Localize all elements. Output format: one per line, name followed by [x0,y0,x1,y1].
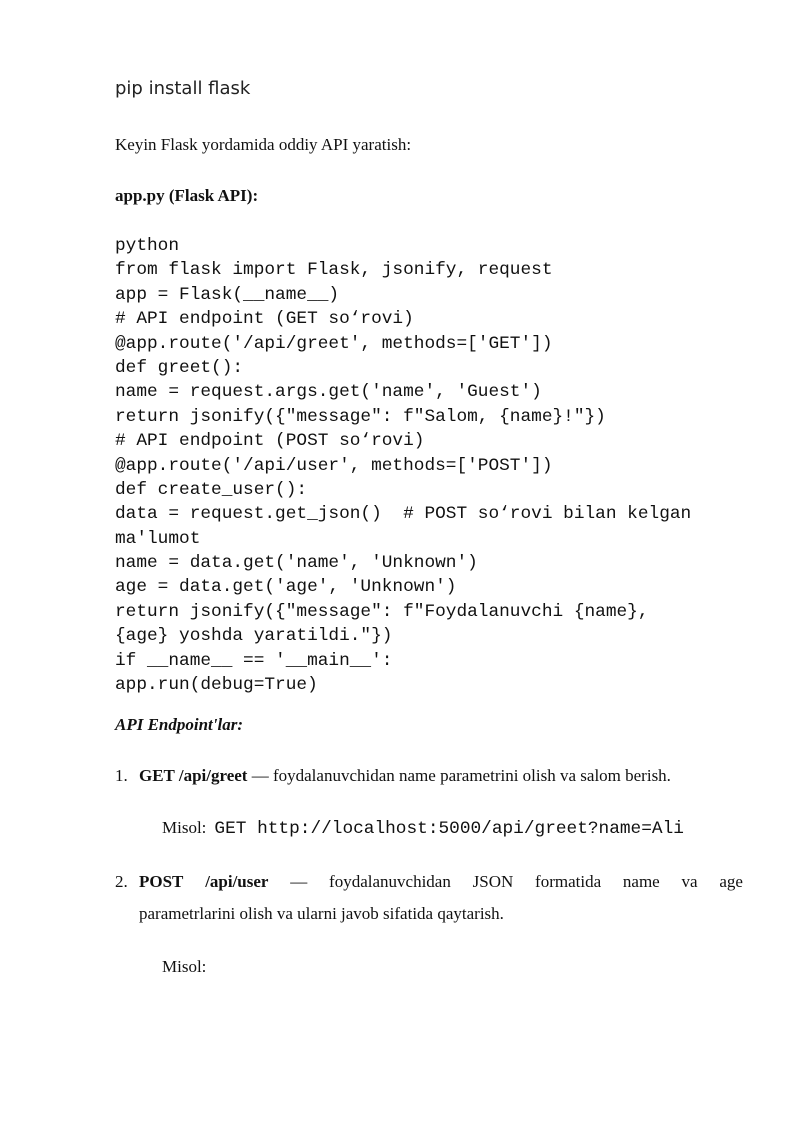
endpoint-description: — foydalanuvchidan name parametrini olish va salom berish. [247,766,671,785]
intro-text: Keyin Flask yordamida oddiy API yaratish: [115,135,412,154]
code-line: def create_user(): [115,479,308,500]
endpoint-path: /api/user [205,872,269,891]
code-line: name = request.args.get('name', 'Guest') [115,382,542,403]
description-word: — [290,872,308,891]
justified-line [139,866,743,898]
code-line: python [115,236,180,256]
endpoint-title: GET /api/greet [139,766,248,785]
description-word: JSON [472,872,514,891]
code-line: from flask import Flask, jsonify, request [115,260,553,281]
description-word: foydalanuvchidan [329,872,451,891]
endpoint-description-cont: parametrlarini olish va ularni javob sifatida qaytarish. [139,904,504,923]
list-item [115,866,743,930]
endpoint-method: POST [139,872,184,891]
code-line: def greet(): [115,357,244,378]
code-block [115,234,691,697]
code-line: age = data.get('age', 'Unknown') [115,577,457,598]
code-line: ma'lumot [115,528,201,549]
code-line: return jsonify({"message": f"Foydalanuvchi {name}, [115,601,649,622]
code-line: app = Flask(__name__) [115,284,340,305]
code-line: {age} yoshda yaratildi."}) [115,626,393,647]
list-number: 2. [115,872,128,891]
example-row [162,957,206,977]
example-label: Misol: [162,957,207,976]
code-line: return jsonify({"message": f"Salom, {name}!"}) [115,406,606,427]
description-word: age [719,872,743,891]
code-line: data = request.get_json() # POST so‘rovi bilan kelgan [115,504,692,525]
code-line: # API endpoint (GET so‘rovi) [115,309,414,330]
install-command: pip install flask [115,78,251,99]
description-word: va [681,872,698,891]
list-number: 1. [115,766,128,785]
example-value: GET http://localhost:5000/api/greet?name=Ali [214,819,684,839]
file-heading: app.py (Flask API): [115,186,259,205]
example-label: Misol: [162,818,207,837]
code-line: app.run(debug=True) [115,675,318,696]
list-item [115,760,743,792]
description-word: name [622,872,660,891]
code-line: @app.route('/api/user', methods=['POST']) [115,455,553,476]
code-line: name = data.get('name', 'Unknown') [115,553,478,574]
example-row [162,818,684,839]
code-line: @app.route('/api/greet', methods=['GET']) [115,333,553,354]
code-line: if __name__ == '__main__': [115,650,393,671]
description-word: formatida [535,872,602,891]
code-line: # API endpoint (POST so‘rovi) [115,431,425,452]
endpoints-heading: API Endpoint'lar: [115,715,244,734]
